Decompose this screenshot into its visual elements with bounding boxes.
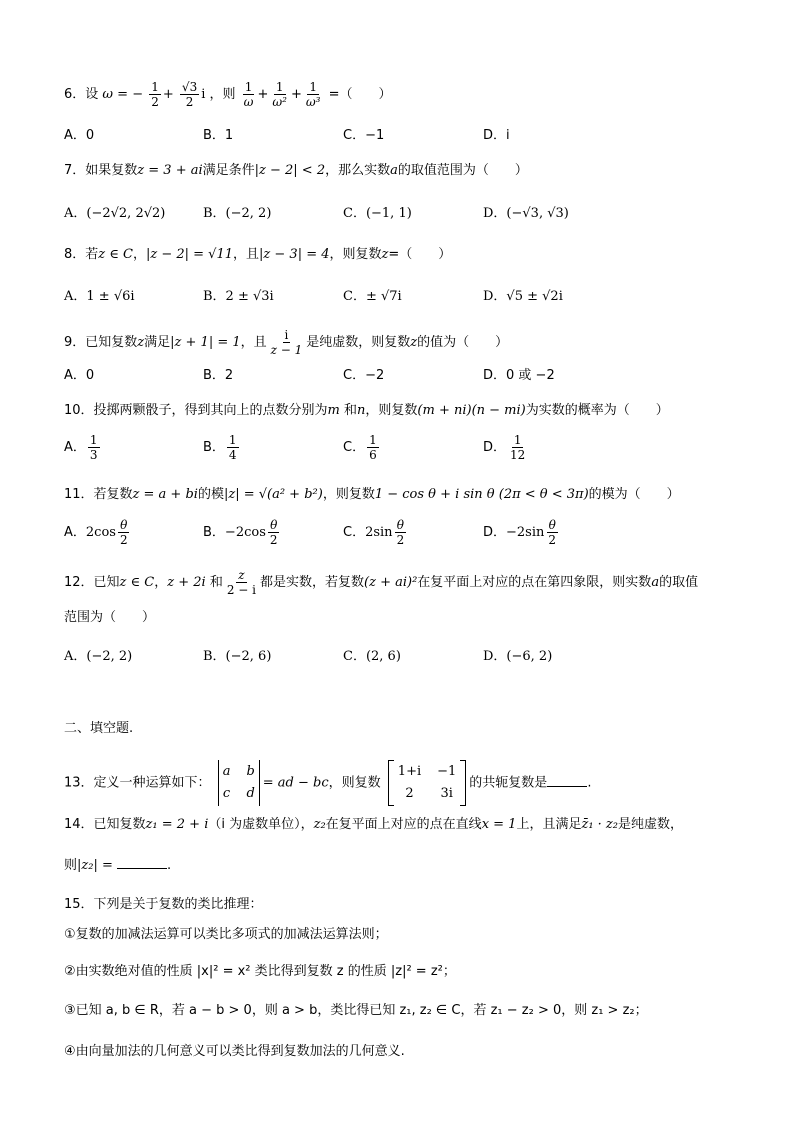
q7-text: 7．如果复数 xyxy=(64,163,138,178)
q9-text: 满足 xyxy=(144,335,171,350)
q10-n: n xyxy=(357,403,366,418)
q8-cond2: |z − 3| = 4 xyxy=(259,247,330,262)
option-a: A．(−2√2, 2√2) xyxy=(64,206,166,221)
q13-tail: . xyxy=(587,775,592,791)
option-d: D．0 或 −2 xyxy=(483,368,555,383)
q8-cond1: |z − 2| = √11 xyxy=(145,247,234,262)
q14-line: x = 1 xyxy=(481,817,517,832)
option-a: A．1 ± √6i xyxy=(64,289,135,304)
q14-z1: z₁ = 2 + i xyxy=(145,817,209,832)
q12-e2: (z + ai)² xyxy=(364,575,418,590)
section-heading: 二、填空题. xyxy=(64,721,134,736)
option-a: A．(−2, 2) xyxy=(64,649,133,664)
determinant: a b c d xyxy=(218,760,260,806)
option-a: A． $\frac{1}{3}$ xyxy=(64,433,98,462)
q10-text: 10．投掷两颗骰子，得到其向上的点数分别为 xyxy=(64,403,328,418)
q6-eq: = − xyxy=(113,87,144,102)
q11-text: 的模为（ ） xyxy=(588,487,680,502)
q12-text: ， xyxy=(154,575,168,590)
q14-text: 在复平面上对应的点在直线 xyxy=(325,817,482,832)
option-c: C． $\frac{1}{6}$ xyxy=(343,433,377,462)
q9-z: z xyxy=(410,335,418,350)
q13-text: 的共轭复数是 xyxy=(469,775,548,791)
plus: + xyxy=(162,87,174,102)
option-c: C．(2, 6) xyxy=(343,649,401,664)
fraction: $\frac{1}{\text{ω³}}$ xyxy=(305,80,321,109)
option-c: C．(−1, 1) xyxy=(343,206,412,221)
fraction: $\frac{√3}{2}$ xyxy=(181,80,198,109)
q12-zc: z ∈ C xyxy=(119,575,155,590)
q10-text: 和 xyxy=(344,403,358,418)
q13-text: ，则复数 xyxy=(328,775,381,791)
q6-tail: =（ ） xyxy=(328,87,392,102)
question-11 xyxy=(64,485,680,505)
q10-m: m xyxy=(327,403,340,418)
q14-tail: . xyxy=(167,858,172,873)
q12-text: 的取值 xyxy=(659,575,699,590)
q15-item-1: ①复数的加减法运算可以类比多项式的加减法运算法则； xyxy=(64,927,388,942)
answer-blank[interactable] xyxy=(547,786,587,787)
q14-text: 上，且满足 xyxy=(516,817,582,832)
q14-mod: |z₂| = xyxy=(77,858,113,873)
q15-item-2: ②由实数绝对值的性质 |x|² = x² 类比得到复数 z 的性质 |z|² = z²； xyxy=(64,964,456,979)
option-b: B．−2cos $\frac{\theta}{2}$ xyxy=(203,518,278,547)
fraction: $\frac{z}{2 - i}$ xyxy=(226,568,256,597)
q7-text: 满足条件 xyxy=(202,163,255,178)
q11-text: 的模 xyxy=(197,487,224,502)
option-a: A．0 xyxy=(64,128,95,143)
q10-text: 为实数的概率为（ ） xyxy=(525,403,669,418)
q6-then: ，则 xyxy=(209,87,236,102)
option-c: C．± √7i xyxy=(343,289,402,304)
question-8 xyxy=(64,245,451,265)
q11-z-expr: z = a + bi xyxy=(132,487,198,502)
option-d: D．−2sin $\frac{\theta}{2}$ xyxy=(483,518,557,547)
option-b: B．2 xyxy=(203,368,234,383)
matrix: 1+i −1 2 3i xyxy=(388,760,467,806)
question-6: 6．设 ω = − $\frac{1}{2}$ + $\frac{√3}{2}$ i ，则 $\frac{1}{\omega}$ + $\frac{1}{\text{ω²}}$ + $\frac{1}{\text{ω³}}$ =（ ） xyxy=(64,80,392,109)
option-c: C．−2 xyxy=(343,368,385,383)
q14-text: 则 xyxy=(64,858,78,873)
option-d: D．i xyxy=(483,128,510,143)
option-d: D．(−6, 2) xyxy=(483,649,553,664)
q12-text: 都是实数，若复数 xyxy=(260,575,365,590)
q8-z: z xyxy=(381,247,389,262)
q7-a: a xyxy=(390,163,398,178)
q12-e1: z + 2i xyxy=(167,575,206,590)
q14-prod: z̄₁ · z₂ xyxy=(581,817,618,832)
option-b: B．1 xyxy=(203,128,234,143)
option-b: B．(−2, 6) xyxy=(203,649,272,664)
option-d: D． $\frac{1}{12}$ xyxy=(483,433,526,462)
q8-text: 8．若 xyxy=(64,247,99,262)
question-15-title: 15．下列是关于复数的类比推理： xyxy=(64,897,263,912)
q15-item-3: ③已知 a, b ∈ R，若 a − b > 0，则 a > b，类比得已知 z₁, z₂ ∈ C，若 z₁ − z₂ > 0，则 z₁ > z₂； xyxy=(64,1003,648,1018)
q9-text: 的值为（ ） xyxy=(417,335,509,350)
q9-cond: |z + 1| = 1 xyxy=(170,335,241,350)
answer-blank[interactable] xyxy=(117,868,167,869)
fraction: $\frac{1}{\text{ω²}}$ xyxy=(272,80,287,109)
q11-expr: 1 − cos θ + i sin θ (2π < θ < 3π) xyxy=(374,487,589,502)
question-12 xyxy=(64,568,698,597)
q12-text: 和 xyxy=(209,575,223,590)
q8-text: ， xyxy=(132,247,146,262)
q11-text: ，则复数 xyxy=(322,487,375,502)
q10-text: ，则复数 xyxy=(365,403,418,418)
q9-text: 9．已知复数 xyxy=(64,335,138,350)
omega-symbol: ω xyxy=(102,87,114,102)
q14-text: 是纯虚数， xyxy=(618,817,684,832)
question-13 xyxy=(64,760,591,806)
question-12-line2: 范围为（ ） xyxy=(64,610,156,625)
option-d: D．(−√3, √3) xyxy=(483,206,569,221)
q13-eq: = ad − bc xyxy=(262,775,329,791)
imag-unit: i xyxy=(201,87,206,102)
question-14 xyxy=(64,815,683,835)
q7-text: 的取值范围为（ ） xyxy=(397,163,528,178)
option-a: A．2cos $\frac{\theta}{2}$ xyxy=(64,518,128,547)
q7-text: ，那么实数 xyxy=(325,163,391,178)
q12-a: a xyxy=(651,575,660,590)
option-b: B． $\frac{1}{4}$ xyxy=(203,433,237,462)
q15-item-4: ④由向量加法的几何意义可以类比得到复数加法的几何意义. xyxy=(64,1044,405,1059)
q9-z: z xyxy=(137,335,145,350)
q7-condition: |z − 2| < 2 xyxy=(254,163,326,178)
q9-text: ，且 xyxy=(240,335,267,350)
q14-z2: z₂ xyxy=(313,817,326,832)
option-c: C．−1 xyxy=(343,128,385,143)
question-7 xyxy=(64,161,528,181)
q6-number: 6．设 xyxy=(64,87,99,102)
question-14-line2 xyxy=(64,856,171,876)
q11-mod: |z| = √(a² + b²) xyxy=(223,487,323,502)
option-b: B．(−2, 2) xyxy=(203,206,272,221)
question-10 xyxy=(64,401,669,421)
fraction: $\frac{1}{\omega}$ xyxy=(243,80,254,109)
option-d: D．√5 ± √2i xyxy=(483,289,563,304)
q10-expr: (m + ni)(n − mi) xyxy=(417,403,526,418)
q8-text: ，且 xyxy=(233,247,260,262)
option-c: C．2sin $\frac{\theta}{2}$ xyxy=(343,518,405,547)
q12-text: 在复平面上对应的点在第四象限，则实数 xyxy=(417,575,652,590)
q13-text: 13．定义一种运算如下： xyxy=(64,775,211,791)
q8-text: =（ ） xyxy=(388,247,452,262)
question-9 xyxy=(64,328,508,357)
q14-text: 14．已知复数 xyxy=(64,817,146,832)
q8-text: ，则复数 xyxy=(329,247,382,262)
option-b: B．2 ± √3i xyxy=(203,289,274,304)
q12-text: 12．已知 xyxy=(64,575,120,590)
option-a: A．0 xyxy=(64,368,95,383)
q14-text: （i 为虚数单位）， xyxy=(208,817,314,832)
q11-text: 11．若复数 xyxy=(64,487,133,502)
q9-text: 是纯虚数，则复数 xyxy=(306,335,411,350)
fraction: $\frac{i}{z - 1}$ xyxy=(270,328,303,357)
fraction: $\frac{1}{2}$ xyxy=(151,80,159,109)
q7-z-expr: z = 3 + ai xyxy=(137,163,203,178)
q8-zc: z ∈ C xyxy=(98,247,133,262)
